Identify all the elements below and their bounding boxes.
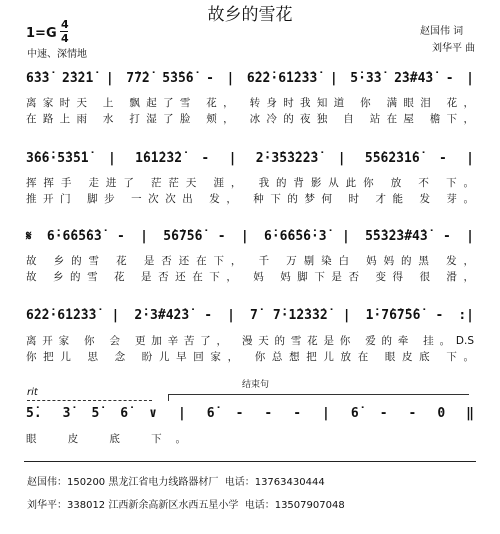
composer-credit: 刘华平 曲: [432, 43, 476, 54]
melody-line-2: 3̇6̇6̇·5̇3̇5̇1̇ | 1̇6̇1̇2̇3̇2̇ - | 2̇·3̇5̇3̇2̇2̇3̇ | 5̇5̇6̇2̇3̇1̇6̇ - |: [26, 151, 474, 166]
lyrics-line-2-verse-2: 推开门 脚步 一次次出 发， 种下的梦何 时 才能 发 芽。: [26, 193, 474, 205]
ending-lyrics: 眼 皮 底 下。: [26, 433, 186, 445]
lyrics-line-2-verse-1: 挥挥手 走进了 茫茫天 涯， 我的背影从此你 放 不 下。: [26, 177, 474, 189]
time-signature-bottom: 4: [61, 32, 69, 45]
lyrics-line-3-verse-2: 故 乡的雪 花 是否还在下， 妈 妈脚下是否 变得 很 滑，: [26, 271, 474, 283]
time-signature-top: 4: [61, 18, 69, 31]
ending-label: 结束句: [242, 380, 270, 390]
lyrics-line-4-verse-2: 你把儿 思 念 盼儿早回家， 你总想把儿放在 眼皮底 下。: [26, 351, 474, 363]
lyrics-line-1-verse-2: 在路上雨 水 打湿了脸 颊， 冰冷的夜独 自 站在屋 檐下，: [26, 113, 474, 125]
melody-line-3: 𝄋 6̇·6̇6̇5̇6̇3̇ - | 5̇6̇7̇5̇6̇ - | 6̇·6̇6̇5̇6̇·3̇ | 5̇5̇3̇2̇3̇#4̇3̇ - |: [26, 229, 474, 244]
lyricist-credit: 赵国伟 词: [420, 26, 464, 37]
lyrics-line-3-verse-1: 故 乡的雪 花 是否还在下， 千 万剔染白 妈妈的黑 发，: [26, 255, 474, 267]
lyrics-line-4-verse-1: 离开家 你 会 更加辛苦了， 漫天的雪花是你 爱的牵 挂。D.S: [26, 335, 474, 347]
ritardando-marking: rit: [27, 387, 38, 398]
ending-bracket: [168, 394, 469, 401]
melody-line-4: 6̇2̇2̇·6̇1̇2̇3̇3̇ | 2̇·3̇#4̇2̇3̇ - | 7̇ 7̇·1̇2̇3̇3̇2̇ | 1̇·7̇6̇7̇5̇6̇ - :|: [26, 308, 474, 323]
key-signature: 1=G: [26, 26, 57, 41]
footer-separator: [24, 461, 476, 462]
ending-melody: 5̇. 3̇ 5̇ 6̇ ∨ | 6̇ - - - | 6̇ - - 0 ‖: [26, 406, 474, 421]
lyrics-line-1-verse-1: 离家时天 上 飘起了雪 花， 转身时我知道 你 满眼泪 花，: [26, 97, 474, 109]
song-title: 故乡的雪花: [207, 5, 293, 25]
tempo-marking: 中速、深情地: [27, 49, 87, 60]
melody-line-1: 6̇3̇3̇ 2̇3̇2̇1̇ | 7̇7̇2̇ 5̇3̇5̇6̇ - | 6̇2̇2̇·6̇1̇2̇3̇3̇ | 5̇·3̇3̇ 2̇3̇#4̇3̇ - |: [26, 71, 474, 86]
contact-composer: 刘华平：338012 江西新余高新区水西五星小学 电话：13507907048: [27, 500, 345, 511]
ritardando-line: [27, 400, 152, 401]
contact-lyricist: 赵国伟：150200 黑龙江省电力线路器材厂 电话：13763430444: [27, 477, 325, 488]
